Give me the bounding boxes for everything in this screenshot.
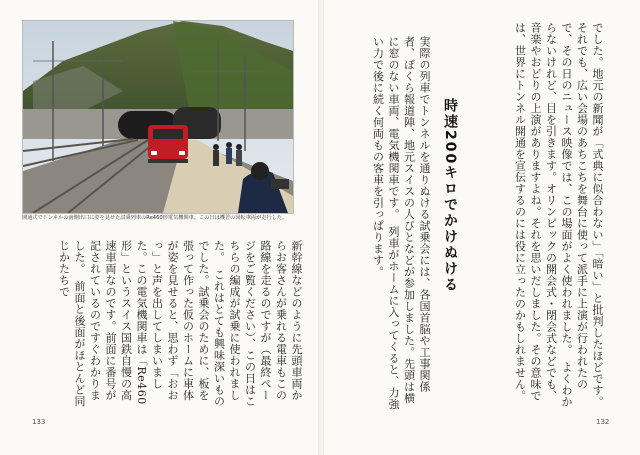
section-heading: 時速200キロでかけぬける [442, 98, 458, 294]
locomotive [148, 125, 188, 163]
photo-caption: 開通式でトンネルの南側出口に姿を見せた試乗列車のRe460形電気機関車。この日は機首の回転車両が走行した。 [22, 215, 288, 221]
right-body-text-2: 実際の列車でトンネルを通りぬける試乗会には、各国首脳や工事関係者、ぼくら報道陣、地元スイスの人びとなどが参加しました。先頭は横に窓のない車両、電気機関車です。 列車がホームに入ってくると、力強い力で後に続く何両もの客車を引っぱります。 [371, 36, 431, 410]
train-photo [22, 20, 294, 214]
page-number-right: 132 [596, 418, 610, 426]
page-number-left: 133 [32, 418, 46, 426]
train-illustration [23, 21, 293, 213]
right-body-text-1: でした。地元の新聞が「式典に似合わない」「暗い」と批判したほどです。 それでも、広い会場のあちこちを舞台に使って派手に上演が行われたので、その日のニュース映像では、この場面がよく使われました。 よくわからないけれど、目を引きます。オリンピックの開会式・閉会式などでも、音楽やおどりの上演がありますよね。それを思いだしました。その意味では、世界にトンネル開通を宣伝するのには役に立ったのかもしれません。 [513, 22, 604, 414]
left-body-text: 新幹線などのように先頭車両からお客さんが乗れる電車もこの路線を走るのですが（最終ページをご覧ください）、この日はこちらの編成が試乗に使われました。 これはとても興味深いものでした。試乗会のために、板を張って作った仮のホームに車体が姿を見せると、思わず「おおっ」と声を出してしまいました。この電気機関車は「Re460形」というスイス国鉄自慢の高速車両なのです。前面に番号が記されているのですぐわかりました。 前面と後面がほとんど同じかたちで [57, 240, 303, 407]
gutter [318, 0, 324, 455]
